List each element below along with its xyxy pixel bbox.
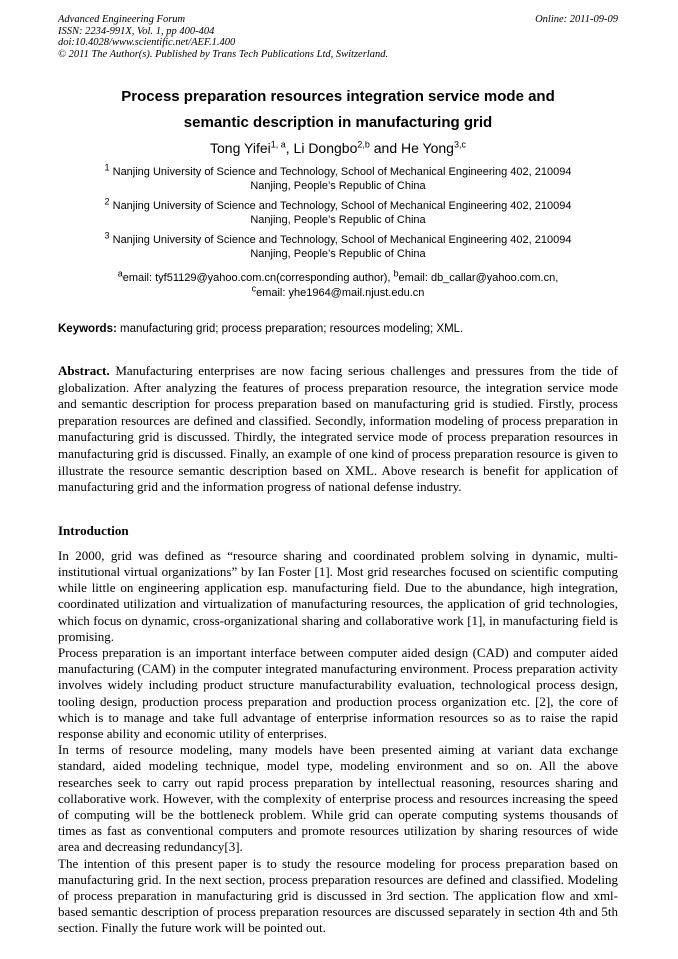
authors-line [58, 138, 618, 158]
intro-paragraph-4: The intention of this present paper is to study the resource modeling for process preparation based on manufacturing grid. In the next section, process preparation resources are defined and classified. Modeling of process preparation in manufacturing grid is discussed in 3rd section. The application flow and xml-based semantic description of process preparation resources are discussed separately in section 4th and 5th section. Finally the future work will be pointed out. [58, 855, 618, 936]
author-1-affiliation-marker: 1, a [270, 139, 286, 150]
affiliation-2-line2: Nanjing, People’s Republic of China [250, 214, 426, 226]
author-separator: and [369, 140, 402, 156]
author-separator: , [285, 140, 294, 156]
keywords-text: manufacturing grid; process preparation; resources modeling; XML. [116, 323, 464, 335]
journal-header-left [58, 14, 388, 60]
doi-line: doi:10.4028/www.scientific.net/AEF.1.400 [58, 37, 236, 48]
keywords-line [58, 322, 618, 337]
copyright-line: © 2011 The Author(s). Published by Trans Tech Publications Ltd, Switzerland. [58, 48, 389, 60]
author-emails [58, 268, 618, 301]
affiliation-3-line2: Nanjing, People’s Republic of China [250, 248, 426, 260]
affiliation-3 [58, 230, 618, 261]
affiliation-2-marker: 2 [104, 196, 110, 207]
abstract [58, 363, 618, 496]
affiliation-2-line1: Nanjing University of Science and Technology, School of Mechanical Engineering 402, 210094 [109, 200, 572, 212]
intro-paragraph-1: In 2000, grid was defined as “resource sharing and coordinated problem solving in dynamic, multi-institutional virtual organizations” by Ian Foster [1]. Most grid researches focused on scientific computing while little on engineering application esp. manufacturing field. Due to the abundance, high integration, coordinated utilization and virtualization of manufacturing resources, the application of grid technologies, which focus on dynamic, cross-organizational sharing and collaborative work [1], in manufacturing field is promising. [58, 547, 618, 644]
email-c: email: yhe1964@mail.njust.edu.cn [256, 287, 425, 299]
affiliation-1-line1: Nanjing University of Science and Technology, School of Mechanical Engineering 402, 210094 [109, 166, 572, 178]
email-b-marker: b [393, 268, 399, 279]
author-3-name: He Yong [401, 140, 454, 156]
email-a: email: tyf51129@yahoo.com.cn(corresponding author), [122, 272, 394, 284]
paper-title-line2: semantic description in manufacturing grid [183, 114, 493, 131]
paper-title-line1: Process preparation resources integration service mode and [121, 88, 555, 105]
issn-volume-line: ISSN: 2234-991X, Vol. 1, pp 400-404 [58, 25, 215, 37]
affiliation-1-line2: Nanjing, People’s Republic of China [250, 180, 426, 192]
journal-header [58, 14, 618, 60]
author-2-affiliation-marker: 2,b [357, 139, 370, 150]
author-3-affiliation-marker: 3,c [453, 139, 466, 150]
keywords-label: Keywords: [58, 323, 117, 335]
online-date: Online: 2011-09-09 [535, 14, 618, 25]
email-a-marker: a [117, 268, 123, 279]
abstract-text: Manufacturing enterprises are now facing serious challenges and pressures from the tide of globalization. After analyzing the features of process preparation resource, the integration service mode and semantic description for process preparation based on manufacturing grid is studied. Firstly, process preparation resources are defined and classified. Secondly, information modeling of process preparation in manufacturing grid is discussed. Thirdly, the integrated service mode of process preparation resources in manufacturing grid is discussed. Finally, an example of one kind of process preparation resource is given to illustrate the resource semantic description based on XML. Above research is benefit for application of manufacturing grid and the information progress of national defense industry. [58, 363, 618, 495]
affiliation-3-line1: Nanjing University of Science and Technology, School of Mechanical Engineering 402, 210094 [109, 234, 572, 246]
affiliation-1-marker: 1 [104, 162, 110, 173]
email-c-marker: c [251, 283, 257, 294]
paper-title [58, 84, 618, 136]
intro-paragraph-2: Process preparation is an important interface between computer aided design (CAD) and computer aided manufacturing (CAM) in the computer integrated manufacturing environment. Process preparation activity involves widely including product structure manufacturability evaluation, technological process design, tooling design, production process preparation and production process organization etc. [2], the core of which is to manage and take full advantage of enterprise information resources so as to raise the rapid response ability and economic utility of enterprises. [58, 644, 618, 741]
affiliation-1 [58, 162, 618, 193]
section-heading-introduction: Introduction [58, 522, 129, 538]
affiliation-3-marker: 3 [104, 230, 110, 241]
journal-name: Advanced Engineering Forum [58, 14, 186, 25]
intro-paragraph-3: In terms of resource modeling, many models have been presented aiming at variant data exchange standard, aided modeling technique, model type, modeling environment and so on. All the above researches seek to carry out rapid process preparation by intellectual reasoning, resources sharing and collaborative work. However, with the complexity of enterprise process and resources increasing the speed of computing will be the bottleneck problem. While grid can operate computing systems thousands of times as fast as conventional computers and promote resources utilization by sharing resources of wide area and decreasing redundancy[3]. [58, 742, 618, 855]
abstract-label: Abstract. [58, 363, 110, 378]
affiliation-2 [58, 196, 618, 227]
affiliations [58, 162, 618, 261]
author-1-name: Tong Yifei [210, 140, 271, 156]
email-b: email: db_callar@yahoo.com.cn, [398, 272, 559, 284]
author-2-name: Li Dongbo [293, 140, 358, 156]
